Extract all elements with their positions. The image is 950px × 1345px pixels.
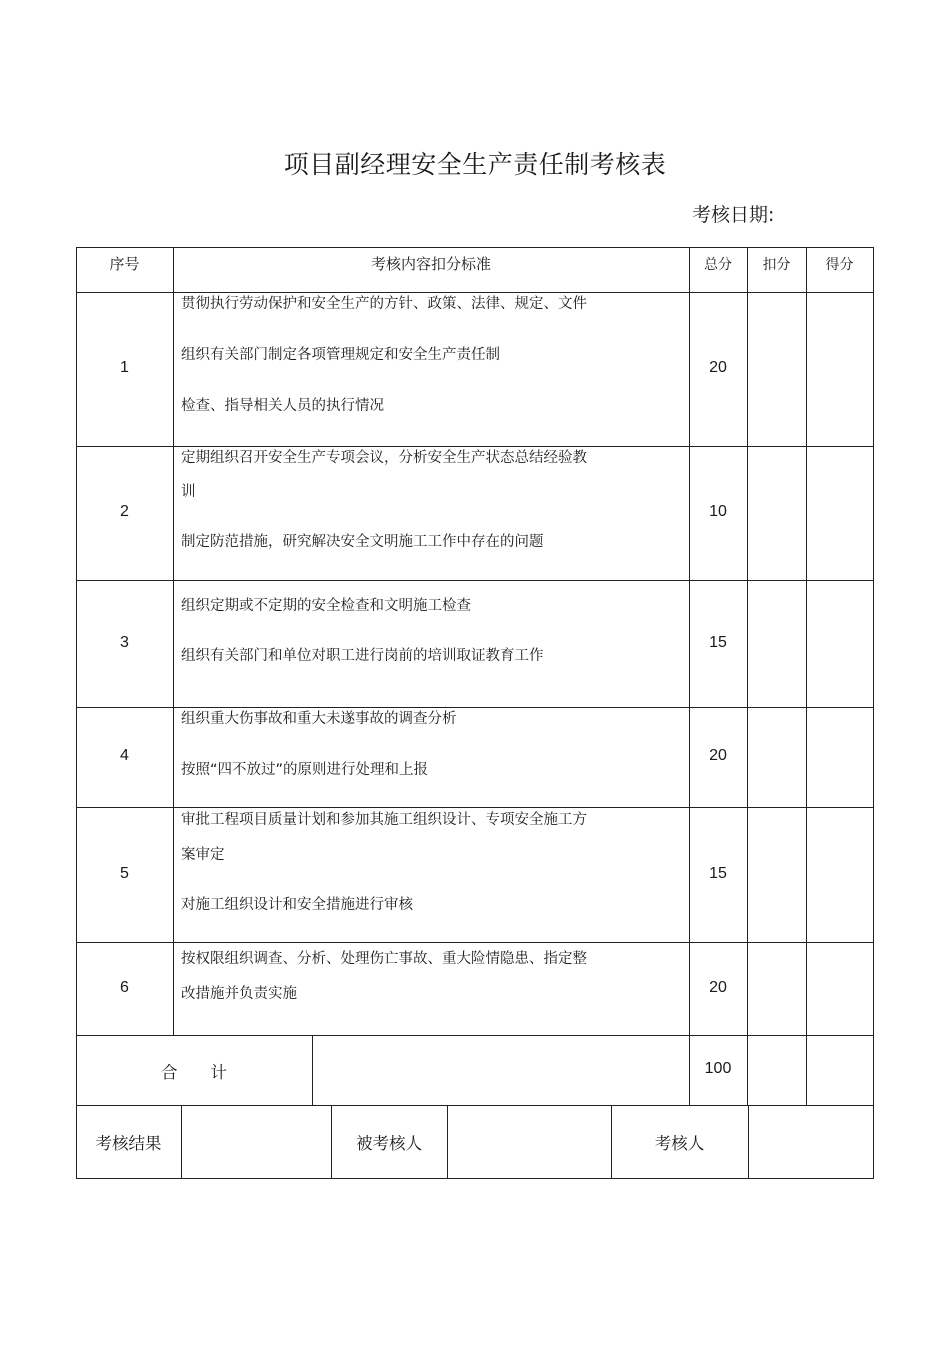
footer-assessee-label: 被考核人 xyxy=(356,1133,422,1153)
row-seq: 1 xyxy=(120,359,129,376)
document-title: 项目副经理安全生产责任制考核表 xyxy=(283,150,667,179)
row-divider xyxy=(76,1035,874,1036)
row-criteria-line: 审批工程项目质量计划和参加其施工组织设计、专项安全施工方 xyxy=(181,812,587,828)
row-criteria-line: 组织重大伤事故和重大未遂事故的调查分析 xyxy=(181,711,457,727)
footer-col-divider xyxy=(181,1105,182,1178)
col-divider-sum-label xyxy=(312,1035,313,1105)
row-total: 20 xyxy=(709,359,727,376)
row-criteria-line: 组织定期或不定期的安全检查和文明施工检查 xyxy=(181,598,471,614)
col-divider-total xyxy=(747,247,748,1105)
row-criteria-line: 对施工组织设计和安全措施进行审核 xyxy=(181,897,413,913)
row-criteria-line: 定期组织召开安全生产专项会议，分析安全生产状态总结经验教 xyxy=(181,450,587,466)
sum-total: 100 xyxy=(704,1060,732,1077)
row-total: 10 xyxy=(709,503,727,520)
sum-divider xyxy=(76,1105,874,1106)
row-total: 20 xyxy=(709,747,727,764)
col-divider-seq xyxy=(173,247,174,1035)
row-total: 15 xyxy=(709,633,727,651)
row-criteria-line: 组织有关部门制定各项管理规定和安全生产责任制 xyxy=(181,347,500,363)
table-border-right xyxy=(873,247,874,1179)
assessment-date-label: 考核日期: xyxy=(692,204,775,226)
row-criteria-line: 案审定 xyxy=(181,847,225,863)
row-seq: 2 xyxy=(120,503,129,520)
footer-col-divider xyxy=(748,1105,749,1178)
row-seq: 3 xyxy=(120,633,129,651)
header-seq: 序号 xyxy=(109,255,140,273)
header-deduct: 扣分 xyxy=(762,257,791,273)
row-criteria-line: 检查、指导相关人员的执行情况 xyxy=(181,398,384,414)
header-criteria: 考核内容扣分标准 xyxy=(370,255,491,273)
header-score: 得分 xyxy=(825,257,854,273)
footer-assessor-label: 考核人 xyxy=(654,1133,705,1153)
footer-result-label: 考核结果 xyxy=(95,1133,162,1153)
row-criteria-line: 组织有关部门和单位对职工进行岗前的培训取证教育工作 xyxy=(181,648,544,664)
row-criteria-line: 按照“四不放过”的原则进行处理和上报 xyxy=(181,762,429,778)
row-criteria-line: 贯彻执行劳动保护和安全生产的方针、政策、法律、规定、文件 xyxy=(181,296,587,312)
row-seq: 5 xyxy=(120,864,129,882)
row-divider xyxy=(76,580,874,581)
row-criteria-line: 训 xyxy=(181,484,196,500)
table-border-bottom xyxy=(76,1178,874,1179)
row-criteria-line: 制定防范措施，研究解决安全文明施工工作中存在的问题 xyxy=(181,534,544,550)
row-total: 20 xyxy=(709,978,727,996)
footer-col-divider xyxy=(447,1105,448,1178)
table-border-left xyxy=(76,247,77,1179)
row-criteria-line: 改措施并负责实施 xyxy=(181,986,297,1002)
row-divider xyxy=(76,942,874,943)
header-total: 总分 xyxy=(704,257,732,273)
row-total: 15 xyxy=(709,864,727,882)
sum-label: 合 计 xyxy=(161,1063,227,1082)
row-criteria-line: 按权限组织调查、分析、处理伤亡事故、重大险情隐患、指定整 xyxy=(181,951,587,967)
table-border-top xyxy=(76,247,874,248)
col-divider-deduct xyxy=(806,247,807,1105)
row-seq: 4 xyxy=(120,747,129,764)
row-seq: 6 xyxy=(120,978,129,996)
